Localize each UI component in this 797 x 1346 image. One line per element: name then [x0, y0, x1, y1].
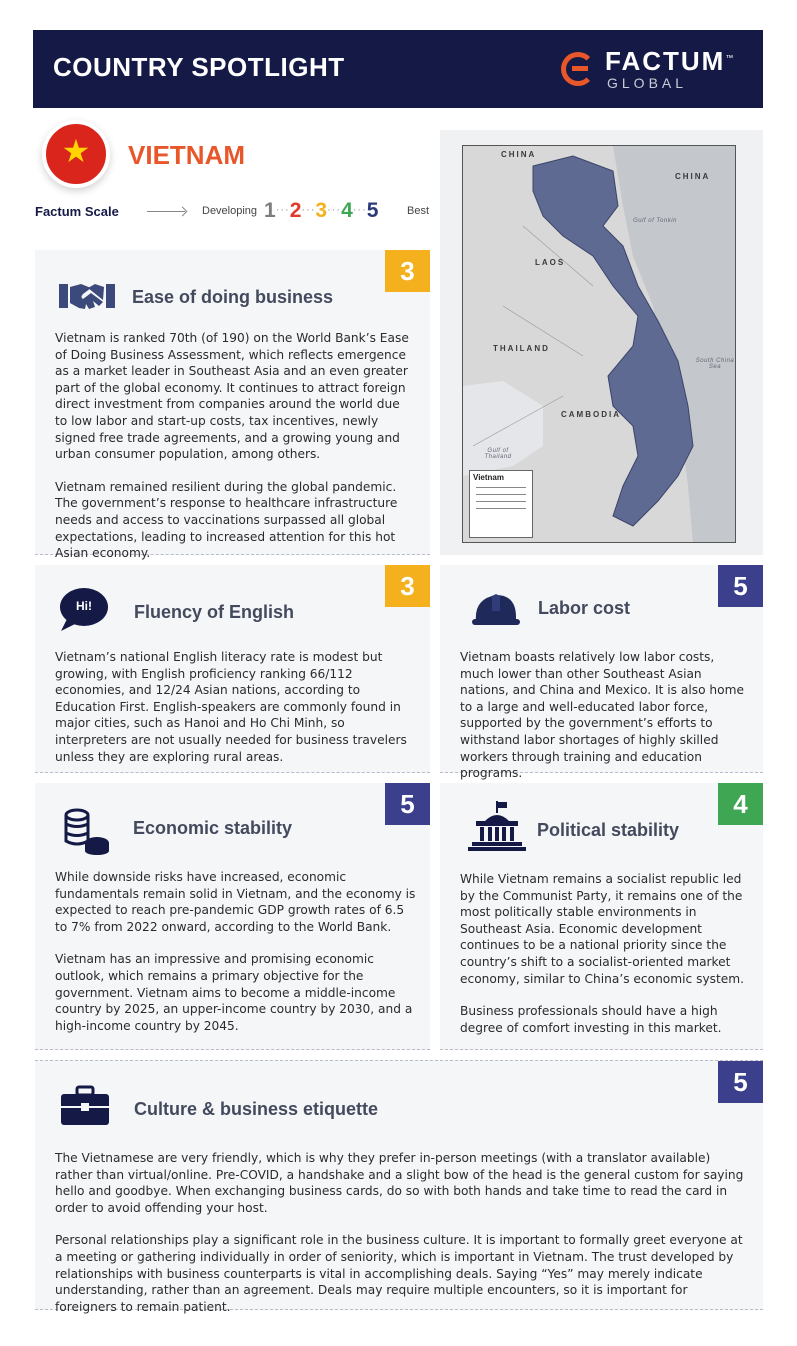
logo-subtitle: GLOBAL: [607, 75, 688, 91]
scale-level-2: 2: [289, 199, 302, 222]
scale-level-5: 5: [366, 199, 379, 222]
scale-level-4: 4: [341, 199, 353, 222]
section-ease-of-business: [35, 250, 430, 561]
vietnam-map-panel: [440, 130, 763, 555]
scale-high-label: Best: [407, 205, 430, 217]
paragraph: Vietnam’s national English literacy rate is modest but growing, with English proficiency ranking 66/112 economies, and 12/24 Asian nations, according to Education First. English-speakers are commonly found in major cities, such as Hanoi and Ho Chi Minh, so interpreters are not usually needed for business travelers unless they are exploring rural areas.: [55, 650, 407, 764]
scale-level-1: 1: [264, 199, 276, 222]
scale-level-3: 3: [315, 199, 328, 222]
section-culture-etiquette: [35, 1060, 763, 1314]
scale-levels: 1···2···3···4···5: [264, 199, 379, 222]
section-title: Economic stability: [133, 818, 293, 838]
section-body: [55, 649, 415, 765]
arrow-right-icon: [147, 211, 185, 212]
factum-global-logo[interactable]: [561, 44, 741, 94]
vietnam-flag-badge: [42, 120, 110, 188]
section-political-stability: [440, 783, 763, 1050]
hard-hat-icon: [470, 591, 522, 629]
map-label-china-east: CHINA: [675, 172, 711, 181]
map-label-gulf-tonkin: Gulf of Tonkin: [633, 218, 677, 224]
score-badge: 5: [385, 783, 430, 825]
score-badge: 4: [718, 783, 763, 825]
map-label-south-china-sea: South China Sea: [695, 358, 735, 370]
scale-label: Factum Scale: [35, 204, 119, 219]
section-labor-cost: [440, 565, 763, 781]
map-label-gulf-thailand: Gulf of Thailand: [484, 448, 512, 460]
section-title: Ease of doing business: [132, 287, 334, 307]
section-economic-stability: [35, 783, 430, 1050]
map-legend-title: Vietnam: [473, 473, 504, 482]
paragraph: Vietnam remained resilient during the global pandemic. The government’s response to healthcare infrastructure needs and access to vaccinations surpassed all global expectations, leading to increased attention for this hot Asian economy.: [55, 479, 398, 561]
section-body: [55, 1150, 745, 1315]
paragraph: While downside risks have increased, economic fundamentals remain solid in Vietnam, and the economy is expected to reach pre-pandemic GDP growth rates of 6.5 to 7% from 2022 onward, according to the World Bank.: [55, 870, 416, 934]
paragraph: Vietnam boasts relatively low labor costs, much lower than other Southeast Asian nations, and China and Mexico. It is also home to a large and well-educated labor force, supported by the government’s efforts to withstand labor shortages of highly skilled workers through training and education programs.: [460, 650, 744, 781]
scale-low-label: Developing: [202, 205, 258, 217]
paragraph: Personal relationships play a significant role in the business culture. It is important to formally greet everyone at a meeting or gathering individually in order of seniority, which is important in Vietnam. The trust developed by relationships with business counterparts is vital in accomplishing deals. Saying “Yes” may merely indicate understanding, rather than an agreement. Deals may require multiple encounters, so it is important for foreigners to remain patient.: [55, 1233, 743, 1314]
section-body: [55, 869, 420, 1034]
factum-logo-icon: [561, 52, 595, 86]
paragraph: While Vietnam remains a socialist republic led by the Communist Party, it remains one of the most politically stable environments in Southeast Asia. Economic development continues to be a national priority since the country’s shift to a socialist-oriented market economy, similar to China’s economic system.: [460, 872, 745, 986]
map-label-laos: LAOS: [535, 258, 566, 267]
section-title: Fluency of English: [134, 602, 295, 622]
handshake-icon: [59, 278, 115, 314]
flag-star-icon: ★: [61, 132, 91, 170]
score-badge: 3: [385, 250, 430, 292]
section-body: [460, 871, 755, 1036]
section-title: Labor cost: [538, 598, 631, 618]
speech-bubble-icon: [59, 587, 109, 633]
map-label-china: CHINA: [501, 150, 537, 159]
map-label-thailand: THAILAND: [493, 344, 550, 353]
bubble-text: Hi!: [76, 599, 92, 613]
factum-scale: [35, 201, 435, 227]
map-legend: [469, 470, 533, 538]
score-badge: 5: [718, 1061, 763, 1103]
section-body: [460, 649, 750, 782]
logo-wordmark: FACTUM™: [605, 46, 736, 76]
government-building-icon: [468, 801, 526, 851]
score-badge: 3: [385, 565, 430, 607]
coins-stack-icon: [63, 807, 111, 855]
map-label-cambodia: CAMBODIA: [561, 410, 621, 419]
vietnam-map: [462, 145, 736, 543]
section-title: Culture & business etiquette: [134, 1099, 379, 1119]
section-fluency-english: [35, 565, 430, 773]
page-title: COUNTRY SPOTLIGHT: [53, 52, 345, 82]
section-body: [55, 330, 410, 562]
paragraph: Vietnam is ranked 70th (of 190) on the World Bank’s Ease of Doing Business Assessment, which reflects emergence as a market leader in Southeast Asia and an even greater part of the global economy. It continues to attract foreign direct investment from companies around the world due to low labor and start-up costs, tax incentives, newly signed free trade agreements, and a growing young and urban consumer population, among others.: [55, 331, 409, 462]
score-badge: 5: [718, 565, 763, 607]
briefcase-icon: [61, 1085, 109, 1125]
paragraph: The Vietnamese are very friendly, which is why they prefer in-person meetings (with a translator available) rather than virtual/online. Pre-COVID, a handshake and a slight bow of the head is the general custom for saying hello and goodbye. When exchanging business cards, do so with both hands and take time to read the card in order to avoid offending your host.: [55, 1151, 744, 1215]
country-name: VIETNAM: [128, 140, 245, 170]
paragraph: Vietnam has an impressive and promising economic outlook, which remains a primary objective for the government. Vietnam aims to become a middle-income country by 2025, an upper-income country by 2030, and a high-income country by 2045.: [55, 952, 413, 1033]
header-banner: [33, 30, 763, 108]
section-title: Political stability: [537, 820, 680, 840]
paragraph: Business professionals should have a high degree of comfort investing in this market.: [460, 1004, 722, 1035]
